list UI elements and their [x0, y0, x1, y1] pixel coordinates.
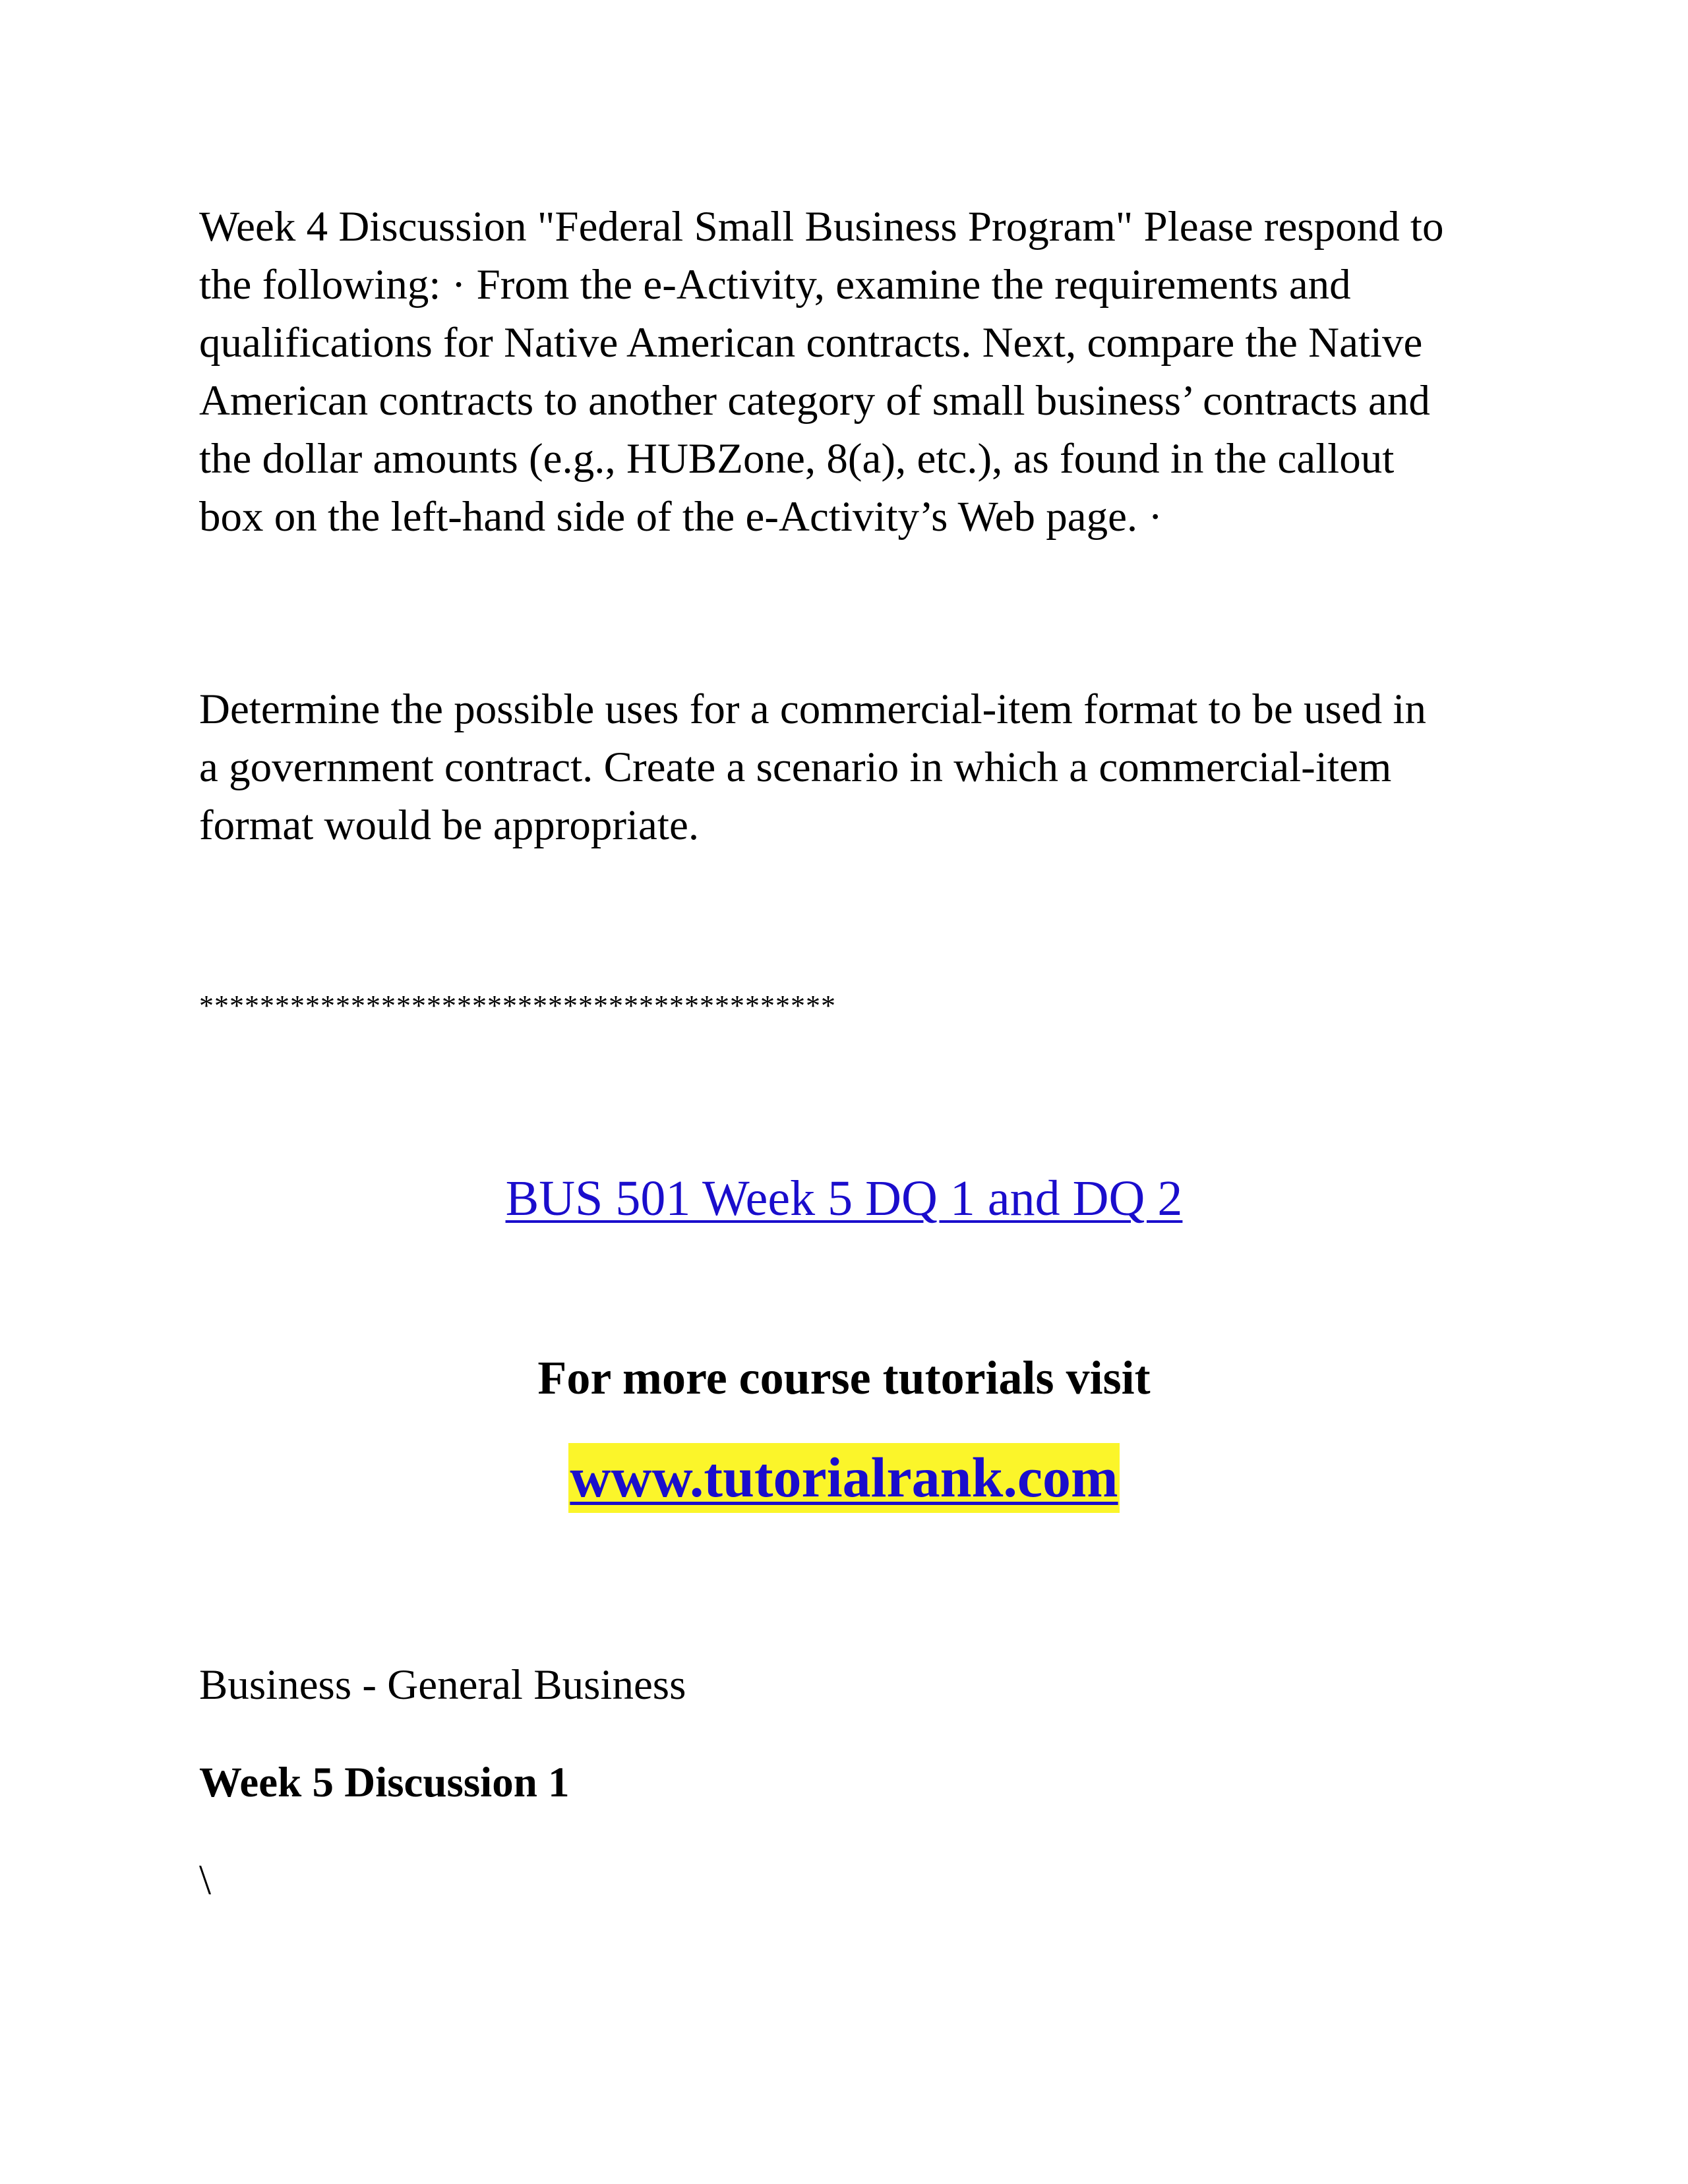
paragraph-line: Determine the possible uses for a commercial-item format to be used in: [199, 686, 1426, 733]
category-label: Business - General Business: [199, 1661, 686, 1709]
paragraph-week4-prompt: [199, 198, 1511, 546]
course-link[interactable]: BUS 501 Week 5 DQ 1 and DQ 2: [505, 1171, 1183, 1226]
paragraph-line: box on the left-hand side of the e-Activity’s Web page. ·: [199, 493, 1163, 541]
course-link-row: [0, 1166, 1688, 1231]
paragraph-line: a government contract. Create a scenario in which a commercial-item: [199, 744, 1392, 791]
paragraph-commercial-item: [199, 680, 1511, 854]
separator-asterisks: ******************************************: [199, 989, 836, 1022]
trailing-text: \: [199, 1856, 212, 1904]
paragraph-line: qualifications for Native American contracts. Next, compare the Native: [199, 319, 1423, 367]
paragraph-line: the dollar amounts (e.g., HUBZone, 8(a), etc.), as found in the callout: [199, 435, 1395, 483]
paragraph-line: American contracts to another category of small business’ contracts and: [199, 377, 1430, 425]
paragraph-line: format would be appropriate.: [199, 802, 700, 849]
site-link[interactable]: www.tutorialrank.com: [568, 1443, 1119, 1513]
discussion-title: Week 5 Discussion 1: [199, 1759, 570, 1806]
paragraph-line: Week 4 Discussion "Federal Small Business Program" Please respond to: [199, 203, 1444, 251]
paragraph-line: the following: · From the e-Activity, examine the requirements and: [199, 261, 1351, 309]
visit-heading: For more course tutorials visit: [537, 1351, 1151, 1404]
site-link-row: [0, 1441, 1688, 1514]
